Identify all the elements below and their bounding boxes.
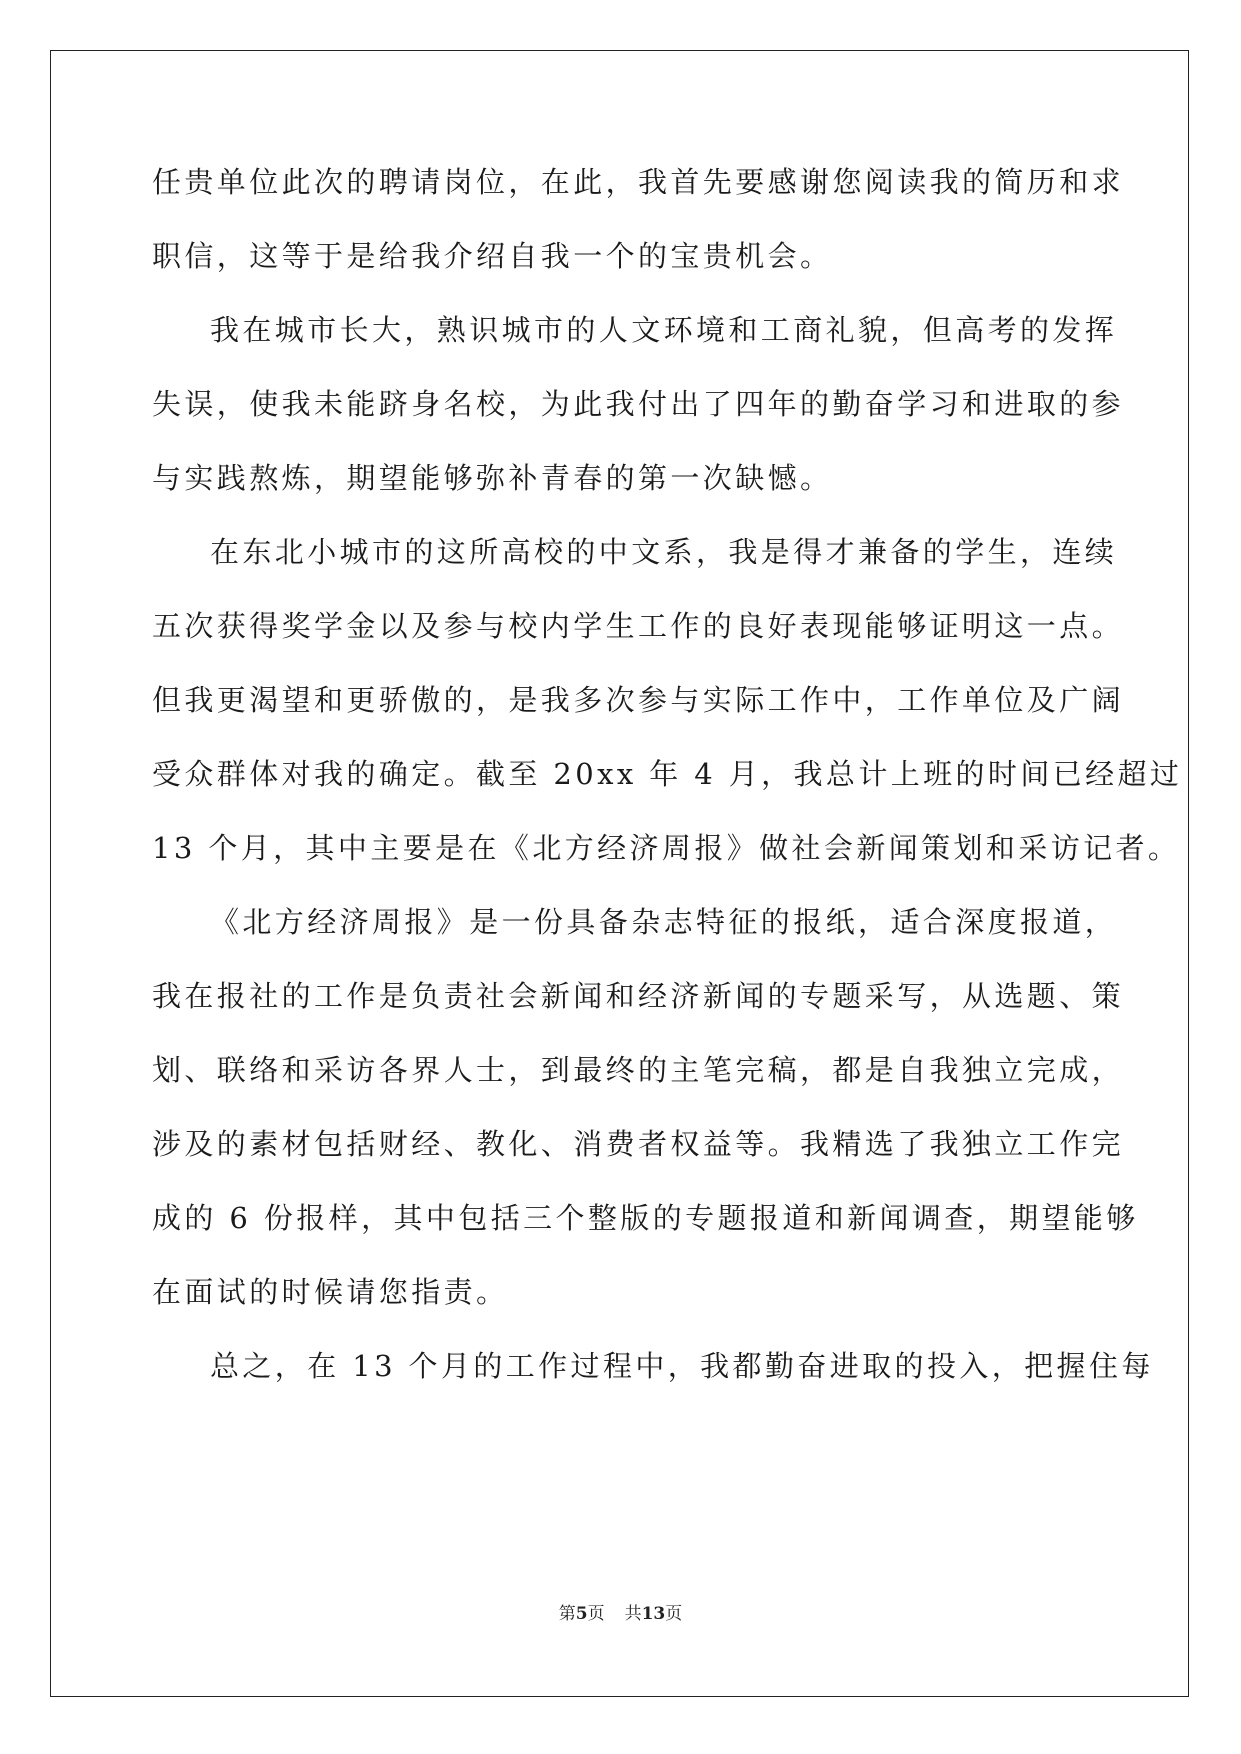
text-line: 失误，使我未能跻身名校，为此我付出了四年的勤奋学习和进取的参 — [152, 387, 1125, 421]
text-line: 在面试的时候请您指责。 — [152, 1275, 509, 1309]
text-line: 成的 6 份报样，其中包括三个整版的专题报道和新闻调查，期望能够 — [152, 1201, 1139, 1235]
text-line: 涉及的素材包括财经、教化、消费者权益等。我精选了我独立工作完 — [152, 1127, 1125, 1161]
text-line: 我在报社的工作是负责社会新闻和经济新闻的专题采写，从选题、策 — [152, 979, 1125, 1013]
text-line: 但我更渴望和更骄傲的，是我多次参与实际工作中，工作单位及广阔 — [152, 683, 1125, 717]
page-number: 5 — [575, 1604, 588, 1624]
total-pages: 13 — [641, 1604, 666, 1624]
text-line: 我在城市长大，熟识城市的人文环境和工商礼貌，但高考的发挥 — [210, 313, 1118, 347]
text-line: 在东北小城市的这所高校的中文系，我是得才兼备的学生，连续 — [210, 535, 1118, 569]
text-line: 五次获得奖学金以及参与校内学生工作的良好表现能够证明这一点。 — [152, 609, 1125, 643]
total-prefix: 共 — [624, 1604, 642, 1624]
text-line: 13 个月，其中主要是在《北方经济周报》做社会新闻策划和采访记者。 — [152, 831, 1181, 865]
page-suffix: 页 — [587, 1604, 605, 1624]
text-line: 《北方经济周报》是一份具备杂志特征的报纸，适合深度报道， — [210, 905, 1118, 939]
text-line: 与实践熬炼，期望能够弥补青春的第一次缺憾。 — [152, 461, 833, 495]
text-line: 任贵单位此次的聘请岗位，在此，我首先要感谢您阅读我的简历和求 — [152, 165, 1125, 199]
text-line: 职信，这等于是给我介绍自我一个的宝贵机会。 — [152, 239, 833, 273]
text-line: 总之，在 13 个月的工作过程中，我都勤奋进取的投入，把握住每 — [210, 1349, 1154, 1383]
page-footer — [0, 1599, 1241, 1624]
total-suffix: 页 — [665, 1604, 683, 1624]
text-line: 划、联络和采访各界人士，到最终的主笔完稿，都是自我独立完成， — [152, 1053, 1125, 1087]
text-line: 受众群体对我的确定。截至 20xx 年 4 月，我总计上班的时间已经超过 — [152, 757, 1183, 791]
document-body — [152, 162, 1183, 1386]
page-prefix: 第 — [558, 1604, 576, 1624]
